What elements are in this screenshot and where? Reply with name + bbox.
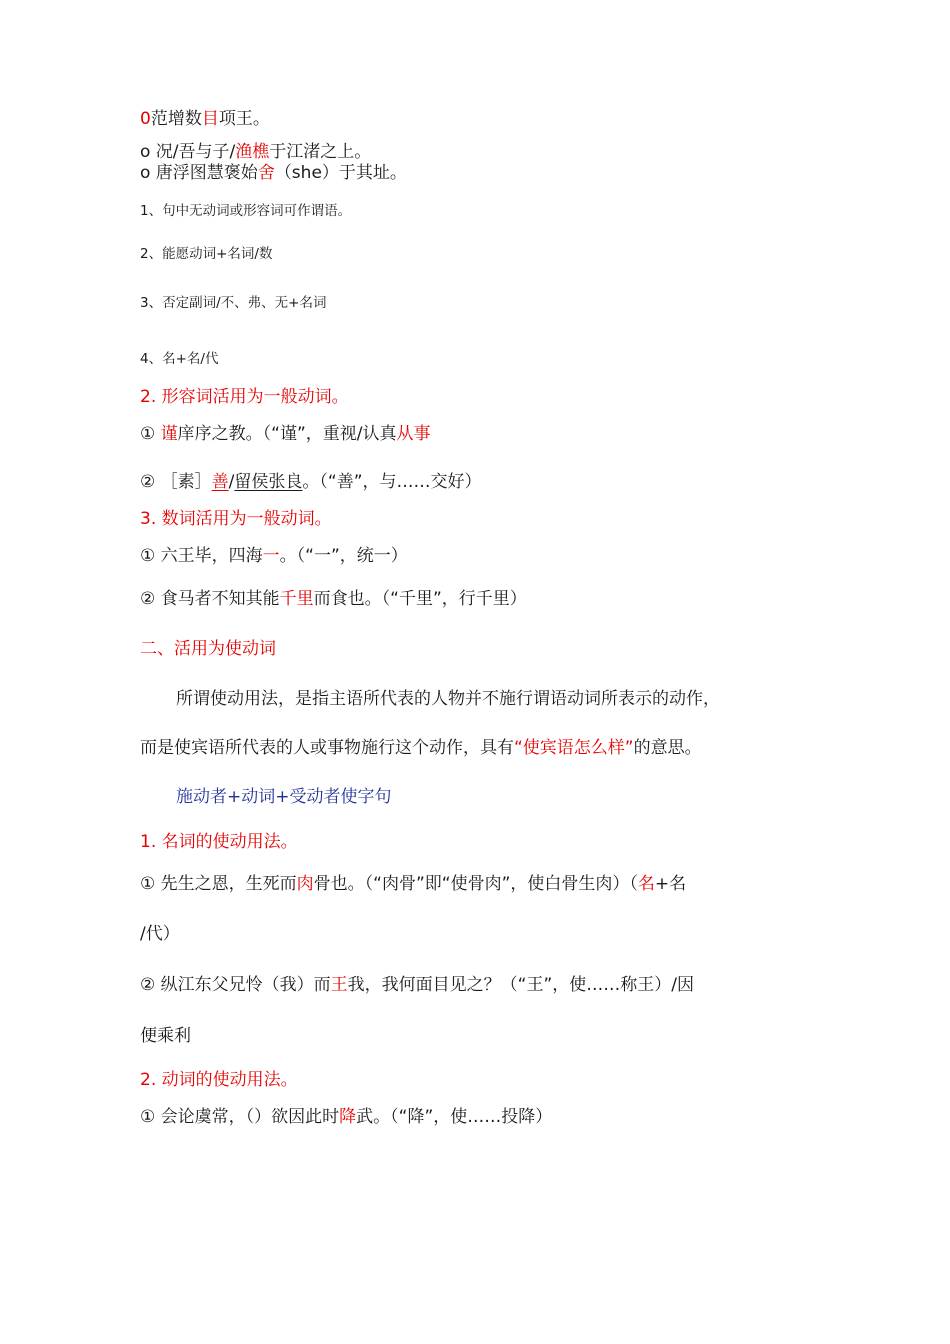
highlight-word: 王 xyxy=(330,975,348,995)
text: ② ［素］ xyxy=(140,472,212,492)
highlight-word: 目 xyxy=(201,109,219,129)
chapter-heading: 二、活用为使动词 xyxy=(140,639,276,659)
highlight-word: 渔樵 xyxy=(235,142,270,162)
highlight-word: 谨 xyxy=(160,424,178,444)
text: 。（“善”，与……交好） xyxy=(302,472,482,492)
text: ② 纵江东父兄怜（我）而 xyxy=(140,975,331,995)
text: ① 会论虞常，（）欲因此时 xyxy=(140,1107,340,1127)
example-line-continuation: 便乘利 xyxy=(140,1026,191,1046)
example-line xyxy=(140,162,407,184)
example-line-continuation: /代） xyxy=(140,924,180,944)
marker: 0 xyxy=(140,109,151,129)
highlight-word: 千里 xyxy=(279,589,314,609)
text: 。（“一”，统一） xyxy=(279,546,408,566)
example-line xyxy=(140,1106,552,1128)
underlined-text: 留侯张良 xyxy=(234,472,303,492)
text: 于江渚之上。 xyxy=(269,142,372,162)
highlight-word: 善 xyxy=(211,472,229,492)
rule-item: 2、能愿动词+名词/数 xyxy=(140,246,273,262)
text: 而食也。（“千里”，行千里） xyxy=(313,589,527,609)
section-heading: 2. 动词的使动用法。 xyxy=(140,1070,298,1090)
section-heading: 3. 数词活用为一般动词。 xyxy=(140,509,332,529)
section-heading: 1. 名词的使动用法。 xyxy=(140,832,298,852)
text: / xyxy=(228,472,235,492)
example-line xyxy=(140,588,527,610)
example-line xyxy=(140,545,408,567)
highlight-word: 舍 xyxy=(257,163,275,183)
text: 项王。 xyxy=(218,109,270,129)
text: o 唐浮图慧褒始 xyxy=(140,163,258,183)
paragraph-line xyxy=(140,737,702,759)
text: 我，我何面目见之？（“王”，使……称王）/因 xyxy=(347,975,694,995)
example-line xyxy=(140,873,686,895)
text: o 况/吾与子/ xyxy=(140,142,236,162)
text: （she）于其址。 xyxy=(274,163,407,183)
paragraph-line: 所谓使动用法，是指主语所代表的人物并不施行谓语动词所表示的动作， xyxy=(176,689,720,709)
text: ① 先生之恩，生死而 xyxy=(140,874,297,894)
text: 范增数 xyxy=(150,109,202,129)
text: 的意思。 xyxy=(633,738,702,758)
highlight-phrase: “使宾语怎么样” xyxy=(514,738,634,758)
rule-item: 3、否定副词/不、弗、无+名词 xyxy=(140,295,327,311)
highlight-word: 从事 xyxy=(396,424,431,444)
text: 武。（“降”，使……投降） xyxy=(356,1107,553,1127)
text: ② 食马者不知其能 xyxy=(140,589,280,609)
text: 而是使宾语所代表的人或事物施行这个动作，具有 xyxy=(140,738,514,758)
example-line xyxy=(140,974,694,996)
highlight-word: 肉 xyxy=(296,874,314,894)
rule-item: 1、句中无动词或形容词可作谓语。 xyxy=(140,203,352,219)
highlight-word: 一 xyxy=(262,546,280,566)
highlight-word: 名 xyxy=(637,874,655,894)
example-line xyxy=(140,423,431,445)
section-heading: 2. 形容词活用为一般动词。 xyxy=(140,387,349,407)
text: ① 六王毕，四海 xyxy=(140,546,263,566)
text: +名 xyxy=(654,874,687,894)
example-line xyxy=(140,108,270,130)
text: 骨也。（“肉骨”即“使骨肉”，使白骨生肉）（ xyxy=(313,874,638,894)
example-line xyxy=(140,471,482,493)
example-line xyxy=(140,141,371,163)
rule-item: 4、名+名/代 xyxy=(140,351,219,367)
highlight-word: 降 xyxy=(339,1107,357,1127)
text: 庠序之教。（“谨”，重视/认真 xyxy=(177,424,397,444)
pattern-note: 施动者+动词+受动者使字句 xyxy=(176,787,392,807)
text: ① xyxy=(140,424,161,444)
